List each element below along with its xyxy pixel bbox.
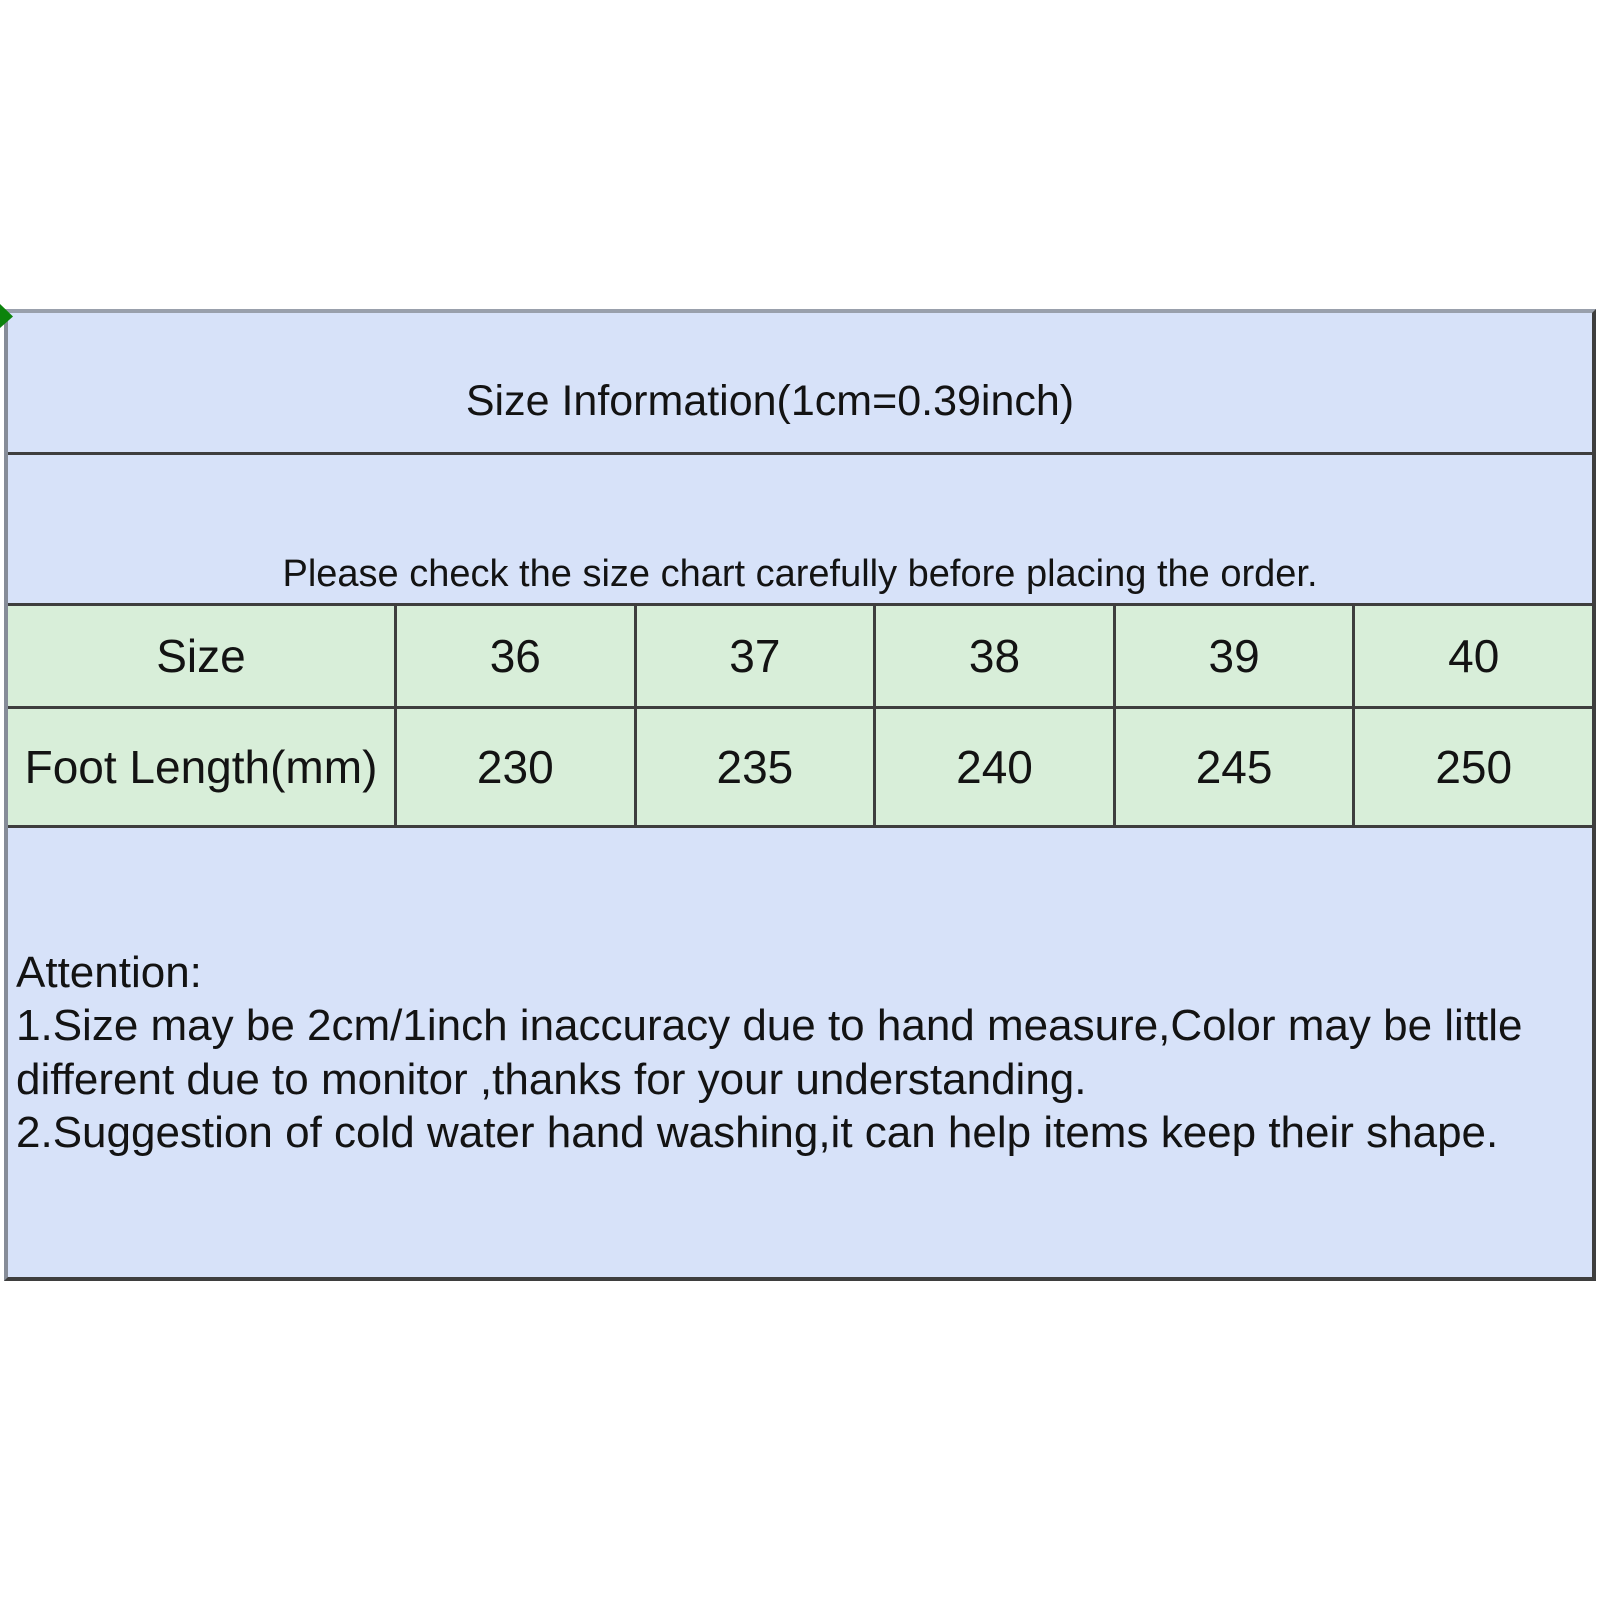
- attention-line-2: different due to monitor ,thanks for your understanding.: [16, 1054, 1087, 1104]
- notice-text: Please check the size chart carefully before placing the order.: [282, 553, 1318, 595]
- attention-heading: Attention:: [16, 948, 202, 998]
- size-row-label: Size: [8, 606, 394, 706]
- foot-length-230: 230: [394, 709, 634, 825]
- size-value-39: 39: [1113, 606, 1353, 706]
- attention-section: [8, 825, 1592, 1277]
- foot-length-240: 240: [873, 709, 1113, 825]
- title-row: [8, 313, 1592, 452]
- attention-line-1: 1.Size may be 2cm/1inch inaccuracy due to hand measure,Color may be little: [16, 1001, 1523, 1051]
- foot-length-row: [8, 706, 1592, 825]
- foot-length-245: 245: [1113, 709, 1353, 825]
- size-value-37: 37: [634, 606, 874, 706]
- page-title: Size Information(1cm=0.39inch): [465, 377, 1075, 425]
- size-value-36: 36: [394, 606, 634, 706]
- attention-line-3: 2.Suggestion of cold water hand washing,it can help items keep their shape.: [16, 1107, 1499, 1157]
- notice-row: [8, 452, 1592, 603]
- size-header-row: [8, 603, 1592, 706]
- size-value-40: 40: [1352, 606, 1592, 706]
- foot-length-235: 235: [634, 709, 874, 825]
- foot-length-label: Foot Length(mm): [8, 709, 394, 825]
- size-value-38: 38: [873, 606, 1113, 706]
- size-info-sheet: [4, 309, 1596, 1281]
- foot-length-250: 250: [1352, 709, 1592, 825]
